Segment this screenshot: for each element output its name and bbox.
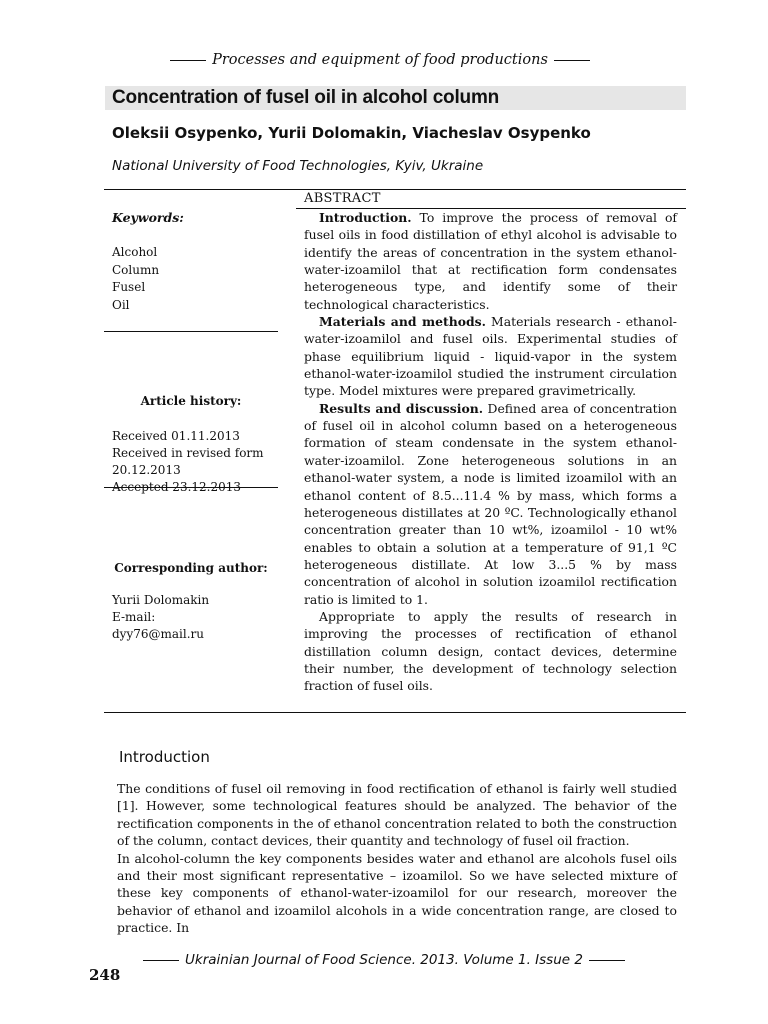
footer-journal: Ukrainian Journal of Food Science. 2013. Volume 1. Issue 2 xyxy=(185,952,583,968)
article-affiliation: National University of Food Technologies, Kyiv, Ukraine xyxy=(112,158,484,174)
keywords-divider xyxy=(104,331,278,332)
page-number: 248 xyxy=(89,966,121,984)
corresponding-author-label: Corresponding author: xyxy=(114,561,268,575)
abstract-conclusion: Appropriate to apply the results of research in improving the processes of rectification of ethanol distillation column design, contact devices, determine their number, the development of technology selection fraction of fusel oils. xyxy=(304,608,677,694)
results-text: Defined area of concentration of fusel oil in alcohol column based on a heterogeneous formation of steam condensate in the system ethanol-water-izoamilol. Zone heterogeneous solutions in an ethanol-water system, a node is limited izoamilol with an ethanol content of 8.5...11.4 % by mass, which forms a heterogeneous distillates at 20 ºC. Technologically ethanol concentration greater than 10 wt%, izoamilol - 10 wt% enables to obtain a solution at a temperature of 91,1 ºC heterogeneous distillate. At low 3...5 % by mass concentration of alcohol in solution izoamilol rectification ratio is limited to 1. xyxy=(304,400,677,607)
results-label: Results and discussion. xyxy=(319,400,484,416)
introduction-body xyxy=(117,780,677,937)
running-footer xyxy=(128,952,640,968)
history-dates xyxy=(112,428,278,496)
keyword-item: Fusel xyxy=(112,280,146,294)
email-label: E-mail: xyxy=(112,610,156,624)
journal-section-title: Processes and equipment of food productions xyxy=(212,52,548,68)
revised-label: Received in revised form xyxy=(112,446,264,460)
article-authors: Oleksii Osypenko, Yurii Dolomakin, Viacheslav Osypenko xyxy=(112,124,591,142)
introduction-heading: Introduction xyxy=(119,748,210,766)
running-header xyxy=(150,52,610,68)
abstract-results xyxy=(304,400,677,608)
header-rule-left xyxy=(170,60,206,61)
keyword-item: Column xyxy=(112,262,160,277)
article-history-label: Article history: xyxy=(140,394,242,408)
keywords-list xyxy=(112,244,278,314)
revised-date: 20.12.2013 xyxy=(112,463,181,477)
methods-text: Materials research - ethanol-water-izoamilol and fusel oils. Experimental studies of phase equilibrium liquid - liquid-vapor in the system ethanol-water-izoamilol studied the instrument circulation type. Model mixtures were prepared gravimetrically. xyxy=(304,314,677,399)
accepted-date: Accepted 23.12.2013 xyxy=(112,480,242,494)
received-date: Received 01.11.2013 xyxy=(112,429,240,443)
intro-label: Introduction. xyxy=(319,210,412,225)
header-rule-right xyxy=(554,60,590,61)
abstract-methods xyxy=(304,313,677,400)
abstract-body xyxy=(304,209,677,695)
email-link[interactable]: dyy76@mail.ru xyxy=(112,627,204,641)
methods-label: Materials and methods. xyxy=(319,314,486,330)
footer-rule-left xyxy=(143,960,179,961)
abstract-heading: ABSTRACT xyxy=(304,191,381,206)
keyword-item: Oil xyxy=(112,297,130,312)
corresponding-author xyxy=(112,592,278,643)
article-title: Concentration of fusel oil in alcohol column xyxy=(112,87,500,108)
keywords-label: Keywords: xyxy=(112,210,184,225)
top-rule xyxy=(104,189,686,190)
intro-text: To improve the process of removal of fusel oils in food distillation of ethyl alcohol is advisable to identify the areas of concentration in the system ethanol-water-izoamilol that at rectification form condensates heterogeneous type, and identify some of their technological characteristics. xyxy=(304,210,677,312)
intro-paragraph-1: The conditions of fusel oil removing in food rectification of ethanol is fairly well studied [1]. However, some technological features should be analyzed. The behavior of the rectification components in the of ethanol concentration related to both the construction of the column, contact devices, their quantity and technology of fusel oil fraction. xyxy=(117,781,677,849)
bottom-rule xyxy=(104,712,686,713)
keyword-item: Alcohol xyxy=(112,245,158,259)
intro-paragraph-2: In alcohol-column the key components besides water and ethanol are alcohols fusel oils and their most significant representative – izoamilol. So we have selected mixture of these key components of ethanol-water-izoamilol for our research, moreover the behavior of ethanol and izoamilol alcohols in a wide concentration range, are closed to practice. In xyxy=(117,850,677,936)
corresponding-name: Yurii Dolomakin xyxy=(112,593,210,607)
abstract-introduction xyxy=(304,209,677,313)
footer-rule-right xyxy=(589,960,625,961)
